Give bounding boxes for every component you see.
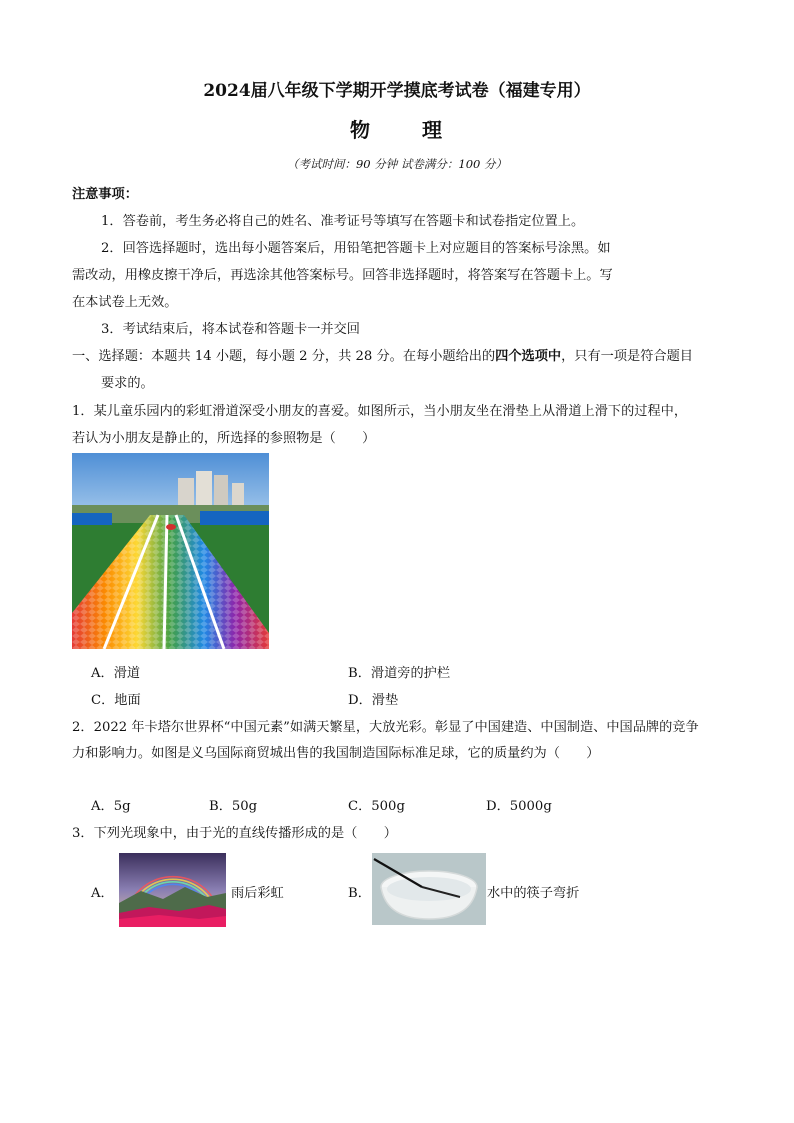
q1-stem-line2: 若认为小朋友是静止的，所选择的参照物是（ ） xyxy=(72,431,376,446)
q1-option-d[interactable]: D．滑垫 xyxy=(348,693,399,708)
subject-title xyxy=(0,114,794,143)
q1-stem-line1: 1．某儿童乐园内的彩虹滑道深受小朋友的喜爱。如图所示，当小朋友坐在滑垫上从滑道上滑下的过程中， xyxy=(72,404,688,419)
q3-option-a-label[interactable]: A． xyxy=(91,886,114,901)
q2-stem-line1: 2．2022 年卡塔尔世界杯“中国元素”如满天繁星，大放光彩。彰显了中国建造、中国制造、中国品牌的竞争 xyxy=(72,720,699,735)
q2-option-b[interactable]: B．50g xyxy=(209,799,258,814)
bowl-chopsticks-photo xyxy=(372,853,486,925)
q2-option-d[interactable]: D．5000g xyxy=(486,799,552,814)
q1-option-b[interactable]: B．滑道旁的护栏 xyxy=(348,666,451,681)
notes-item: 在本试卷上无效。 xyxy=(72,295,178,310)
section-heading-line2: 要求的。 xyxy=(101,376,154,391)
notes-item: 2．回答选择题时，选出每小题答案后，用铅笔把答题卡上对应题目的答案标号涂黑。如 xyxy=(101,241,611,256)
q1-option-a[interactable]: A．滑道 xyxy=(91,666,141,681)
q3-option-b-text[interactable]: 水中的筷子弯折 xyxy=(487,886,580,901)
q3-option-a-text[interactable]: 雨后彩虹 xyxy=(231,886,284,901)
rainbow-slide-photo xyxy=(72,453,269,649)
q2-stem-line2: 力和影响力。如图是义乌国际商贸城出售的我国制造国际标准足球，它的质量约为（ ） xyxy=(72,746,600,761)
notes-item: 1．答卷前，考生务必将自己的姓名、准考证号等填写在答题卡和试卷指定位置上。 xyxy=(101,214,585,229)
section-heading-emphasis: 四个选项中 xyxy=(495,349,562,364)
exam-title: 2024届八年级下学期开学摸底考试卷（福建专用） xyxy=(203,81,591,101)
q3-option-b-label[interactable]: B． xyxy=(348,886,371,901)
notes-item: 3．考试结束后，将本试卷和答题卡一并交回 xyxy=(101,322,360,337)
notes-item: 需改动，用橡皮擦干净后，再选涂其他答案标号。回答非选择题时，将答案写在答题卡上。写 xyxy=(72,268,613,283)
q2-option-a[interactable]: A．5g xyxy=(91,799,131,814)
subject-char-right: 理 xyxy=(422,118,444,142)
section-heading-part: ，只有一项是符合题目 xyxy=(561,349,693,364)
q1-option-c[interactable]: C．地面 xyxy=(91,693,141,708)
rainbow-photo xyxy=(119,853,226,927)
subject-char-left: 物 xyxy=(350,118,372,142)
exam-info: （考试时间：90 分钟 试卷满分：100 分） xyxy=(286,157,508,171)
section-heading xyxy=(72,345,693,364)
section-heading-part: 一、选择题：本题共 14 小题，每小题 2 分，共 28 分。在每小题给出的 xyxy=(72,349,496,364)
notes-heading: 注意事项： xyxy=(72,187,138,202)
q3-stem: 3．下列光现象中，由于光的直线传播形成的是（ ） xyxy=(72,826,397,841)
q2-option-c[interactable]: C．500g xyxy=(348,799,405,814)
